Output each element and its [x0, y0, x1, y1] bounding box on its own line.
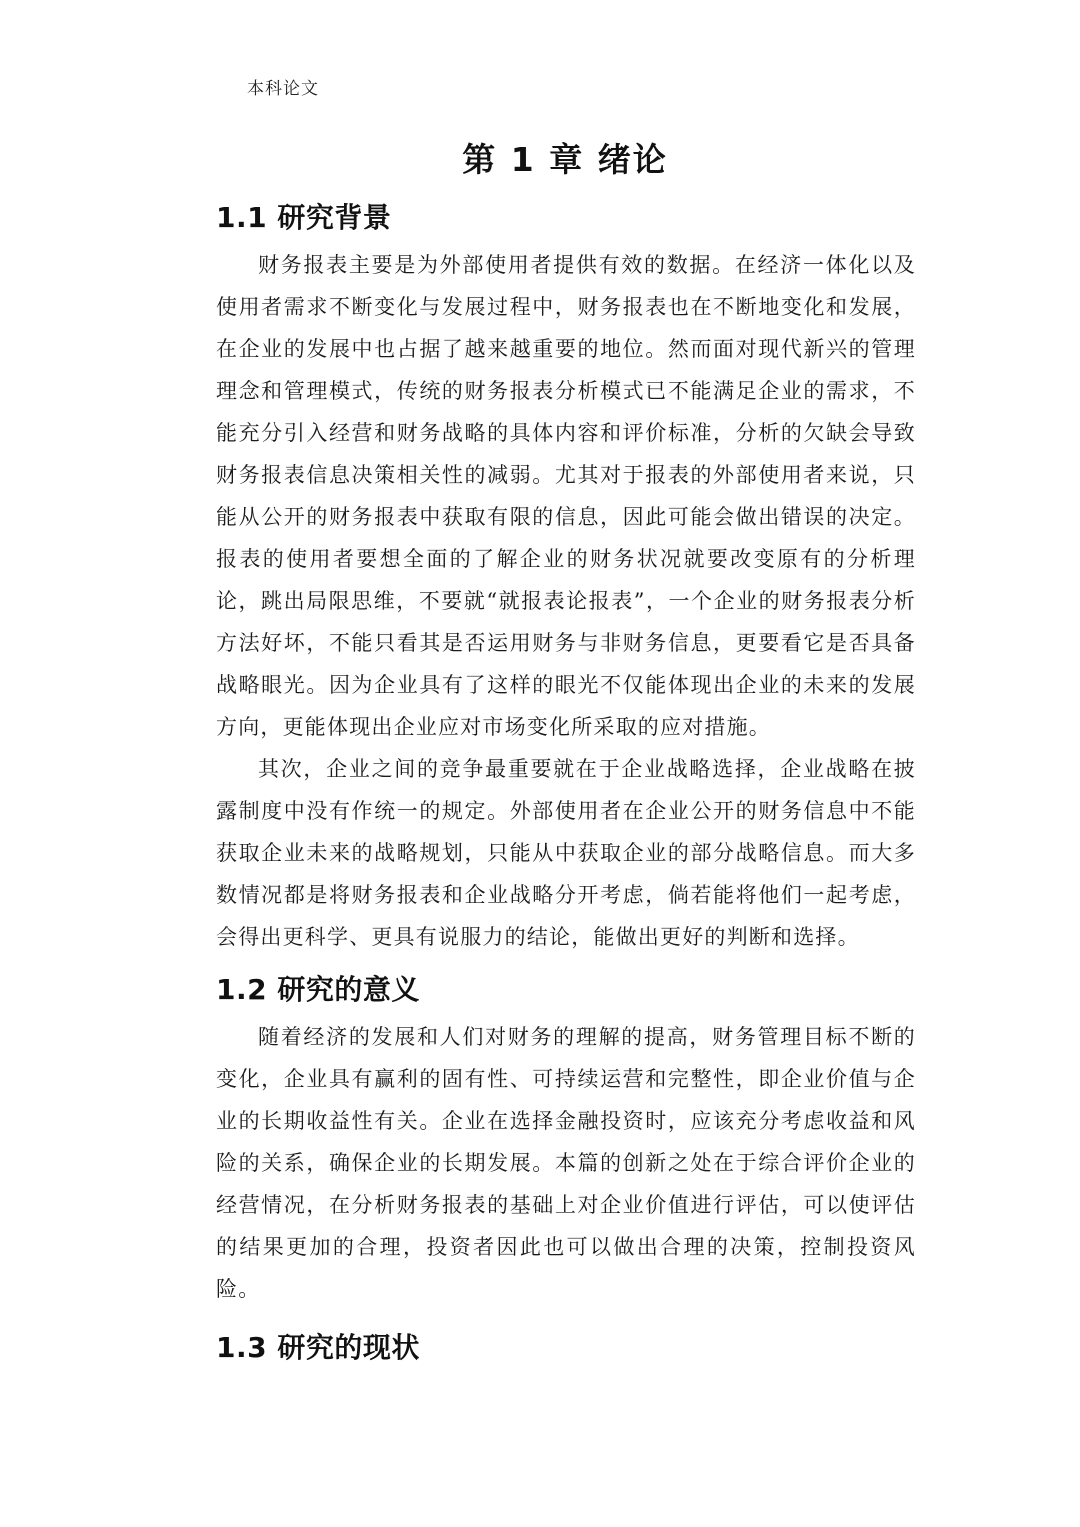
paragraph: 财务报表主要是为外部使用者提供有效的数据。在经济一体化以及使用者需求不断变化与发展过程中，财务报表也在不断地变化和发展，在企业的发展中也占据了越来越重要的地位。然而面对现代新兴的管理理念和管理模式，传统的财务报表分析模式已不能满足企业的需求，不能充分引入经营和财务战略的具体内容和评价标准，分析的欠缺会导致财务报表信息决策相关性的减弱。尤其对于报表的外部使用者来说，只能从公开的财务报表中获取有限的信息，因此可能会做出错误的决定。报表的使用者要想全面的了解企业的财务状况就要改变原有的分析理论，跳出局限思维，不要就“就报表论报表”，一个企业的财务报表分析方法好坏，不能只看其是否运用财务与非财务信息，更要看它是否具备战略眼光。因为企业具有了这样的眼光不仅能体现出企业的未来的发展方向，更能体现出企业应对市场变化所采取的应对措施。	[216, 253, 916, 739]
chapter-title: 第 1 章 绪论	[462, 140, 668, 179]
section-heading-1-3: 1.3 研究的现状	[216, 1331, 420, 1364]
paragraph: 其次，企业之间的竞争最重要就在于企业战略选择，企业战略在披露制度中没有作统一的规定。外部使用者在企业公开的财务信息中不能获取企业未来的战略规划，只能从中获取企业的部分战略信息。而大多数情况都是将财务报表和企业战略分开考虑，倘若能将他们一起考虑，会得出更科学、更具有说服力的结论，能做出更好的判断和选择。	[216, 757, 916, 949]
section-heading-1-2: 1.2 研究的意义	[216, 973, 420, 1006]
paragraph: 随着经济的发展和人们对财务的理解的提高，财务管理目标不断的变化，企业具有赢利的固有性、可持续运营和完整性，即企业价值与企业的长期收益性有关。企业在选择金融投资时，应该充分考虑收益和风险的关系，确保企业的长期发展。本篇的创新之处在于综合评价企业的经营情况，在分析财务报表的基础上对企业价值进行评估，可以使评估的结果更加的合理，投资者因此也可以做出合理的决策，控制投资风险。	[216, 1025, 916, 1301]
running-header: 本科论文	[247, 79, 319, 99]
body-content	[216, 196, 916, 1368]
section-heading-1-1: 1.1 研究背景	[216, 201, 392, 234]
